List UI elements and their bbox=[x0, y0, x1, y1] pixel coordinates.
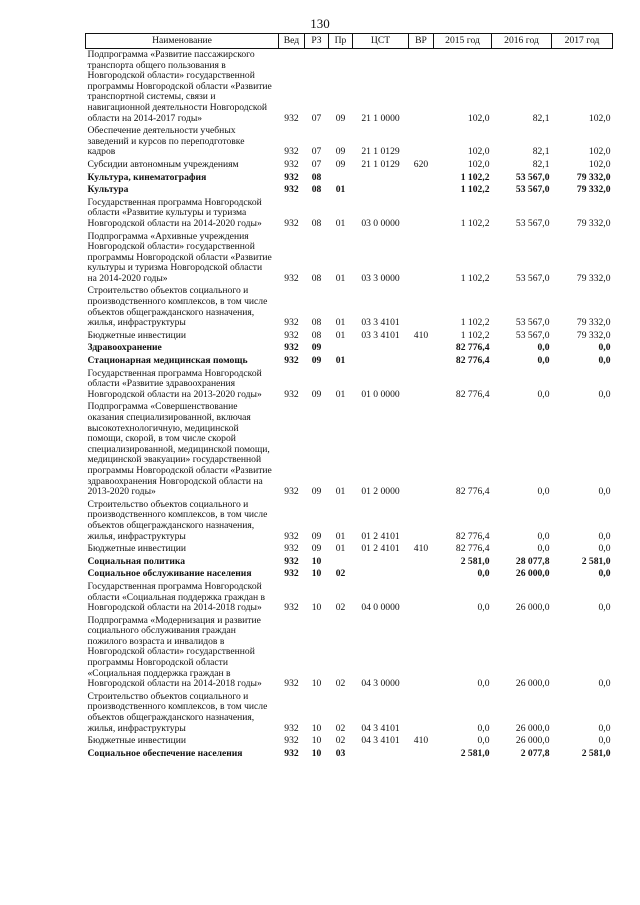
row-2015-cell: 1 102,2 bbox=[460, 184, 490, 196]
row-ved-cell: 932 bbox=[284, 217, 299, 229]
row-pr-cell: 09 bbox=[335, 158, 346, 170]
row-2017-cell: 0,0 bbox=[598, 568, 611, 580]
row-2015-cell: 1 102,2 bbox=[460, 272, 490, 284]
row-pr-cell: 01 bbox=[335, 543, 346, 555]
row-2016-cell: 26 000,0 bbox=[515, 678, 550, 690]
row-ved-cell: 932 bbox=[284, 317, 299, 329]
row-name-cell: Государственная программа Новгородской области «Развитие здравоохранения Новгородской области на 2013-2020 годы» bbox=[87, 367, 262, 400]
row-name-cell: Социальное обслуживание населения bbox=[87, 568, 252, 580]
row-rz-cell: 10 bbox=[311, 555, 322, 567]
row-cst-cell: 03 3 0000 bbox=[361, 272, 400, 284]
row-vr-cell bbox=[409, 172, 434, 185]
row-vr-cell bbox=[409, 49, 434, 126]
row-pr-cell: 02 bbox=[335, 568, 346, 580]
table-row bbox=[86, 543, 613, 556]
row-2015-cell: 2 581,0 bbox=[460, 747, 490, 759]
table-row bbox=[86, 197, 613, 231]
row-cst-cell: 03 0 0000 bbox=[361, 217, 400, 229]
row-2015-cell: 102,0 bbox=[467, 158, 490, 170]
row-name-cell: Строительство объектов социального и производственного комплексов, в том числе объектов общегражданского назначения, жилья, инфраструктуры bbox=[87, 498, 268, 542]
row-2016-cell: 0,0 bbox=[537, 342, 550, 354]
table-row bbox=[86, 355, 613, 368]
row-2017-cell: 79 332,0 bbox=[576, 317, 611, 329]
row-cst-cell: 03 3 4101 bbox=[361, 329, 400, 341]
row-pr-cell: 02 bbox=[335, 735, 346, 747]
row-pr-cell: 09 bbox=[335, 112, 346, 124]
row-2017-cell: 79 332,0 bbox=[576, 329, 611, 341]
row-2017-cell: 79 332,0 bbox=[576, 217, 611, 229]
row-pr-cell: 09 bbox=[335, 146, 346, 158]
row-rz-cell: 09 bbox=[311, 355, 322, 367]
table-row bbox=[86, 735, 613, 748]
row-name-cell: Государственная программа Новгородской области «Социальная поддержка граждан в Новгородской области на 2014-2018 годы» bbox=[87, 580, 266, 614]
column-header-cst: ЦСТ bbox=[353, 34, 409, 49]
row-name-cell: Государственная программа Новгородской области «Развитие культуры и туризма Новгородской области на 2014-2020 годы» bbox=[87, 196, 262, 229]
row-rz-cell: 09 bbox=[311, 342, 322, 354]
row-rz-cell: 10 bbox=[311, 722, 322, 734]
row-2015-cell: 82 776,4 bbox=[455, 543, 490, 555]
table-row bbox=[86, 342, 613, 355]
row-2016-cell: 26 000,0 bbox=[515, 602, 550, 614]
row-2016-cell: 82,1 bbox=[532, 146, 550, 158]
row-name-cell: Социальная политика bbox=[87, 555, 186, 567]
row-ved-cell: 932 bbox=[284, 329, 299, 341]
column-header-2016: 2016 год bbox=[492, 34, 552, 49]
row-pr-cell: 01 bbox=[335, 486, 346, 498]
row-vr-cell bbox=[409, 355, 434, 368]
row-rz-cell: 10 bbox=[311, 678, 322, 690]
row-pr-cell: 01 bbox=[335, 388, 346, 400]
row-2017-cell: 0,0 bbox=[598, 355, 611, 367]
row-name-cell: Социальное обеспечение населения bbox=[87, 747, 243, 759]
row-cst-cell bbox=[353, 355, 409, 368]
row-rz-cell: 08 bbox=[311, 317, 322, 329]
row-2015-cell: 82 776,4 bbox=[455, 355, 490, 367]
row-2017-cell: 0,0 bbox=[598, 342, 611, 354]
table-row bbox=[86, 691, 613, 735]
row-cst-cell bbox=[353, 172, 409, 185]
table-header-row bbox=[86, 34, 613, 49]
row-2017-cell: 102,0 bbox=[588, 112, 611, 124]
row-2016-cell: 0,0 bbox=[537, 388, 550, 400]
row-2017-cell: 0,0 bbox=[598, 678, 611, 690]
row-rz-cell: 08 bbox=[311, 329, 322, 341]
row-vr-cell bbox=[409, 615, 434, 691]
row-2017-cell: 2 581,0 bbox=[581, 555, 611, 567]
row-name-cell: Бюджетные инвестиции bbox=[87, 329, 186, 341]
row-2015-cell: 0,0 bbox=[477, 568, 490, 580]
row-ved-cell: 932 bbox=[284, 602, 299, 614]
row-2017-cell: 102,0 bbox=[588, 158, 611, 170]
row-vr-cell bbox=[409, 184, 434, 197]
row-cst-cell bbox=[353, 184, 409, 197]
row-pr-cell: 01 bbox=[335, 329, 346, 341]
row-ved-cell: 932 bbox=[284, 146, 299, 158]
table-row bbox=[86, 499, 613, 543]
row-name-cell: Культура bbox=[87, 184, 129, 196]
row-2016-cell: 53 567,0 bbox=[515, 184, 550, 196]
row-vr-cell bbox=[409, 401, 434, 498]
row-cst-cell: 01 2 4101 bbox=[361, 530, 400, 542]
row-ved-cell: 932 bbox=[284, 342, 299, 354]
row-ved-cell: 932 bbox=[284, 112, 299, 124]
row-pr-cell bbox=[329, 556, 353, 569]
row-name-cell: Культура, кинематография bbox=[87, 171, 207, 183]
column-header-2017: 2017 год bbox=[552, 34, 613, 49]
row-cst-cell: 04 0 0000 bbox=[361, 602, 400, 614]
row-rz-cell: 07 bbox=[311, 112, 322, 124]
row-ved-cell: 932 bbox=[284, 171, 299, 183]
table-row bbox=[86, 330, 613, 343]
row-cst-cell bbox=[353, 568, 409, 581]
row-pr-cell bbox=[329, 342, 353, 355]
row-2016-cell: 53 567,0 bbox=[515, 217, 550, 229]
row-cst-cell: 01 2 4101 bbox=[361, 543, 400, 555]
budget-table bbox=[85, 33, 613, 760]
row-vr-cell bbox=[409, 568, 434, 581]
row-cst-cell: 04 3 4101 bbox=[361, 722, 400, 734]
row-name-cell: Подпрограмма «Совершенствование оказания специализированной, включая высокотехнологичную, медицинской помощи, скорой, в том числе скорой специализированной, медицинской помощи, медицинской эвакуации» государственной программы Новгородской области «Развитие здравоохранения Новгородской области на 2013-2020 годы» bbox=[87, 401, 272, 498]
row-2015-cell: 0,0 bbox=[477, 735, 490, 747]
row-2015-cell: 102,0 bbox=[467, 146, 490, 158]
row-ved-cell: 932 bbox=[284, 272, 299, 284]
row-name-cell: Субсидии автономным учреждениям bbox=[87, 158, 239, 170]
column-header-pr: Пр bbox=[329, 34, 353, 49]
row-cst-cell: 03 3 4101 bbox=[361, 317, 400, 329]
table-row bbox=[86, 401, 613, 498]
table-row bbox=[86, 231, 613, 286]
table-row bbox=[86, 581, 613, 615]
row-ved-cell: 932 bbox=[284, 184, 299, 196]
row-name-cell: Строительство объектов социального и производственного комплексов, в том числе объектов общегражданского назначения, жилья, инфраструктуры bbox=[87, 285, 268, 329]
row-name-cell: Подпрограмма «Архивные учреждения Новгородской области» государственной программы Новгородской области «Развитие культуры и туризма Новгородской области на 2014-2020 годы» bbox=[87, 230, 272, 284]
row-vr-cell bbox=[409, 125, 434, 159]
table-row bbox=[86, 285, 613, 329]
row-2017-cell: 79 332,0 bbox=[576, 171, 611, 183]
row-2016-cell: 2 077,8 bbox=[520, 747, 550, 759]
row-2016-cell: 28 077,8 bbox=[515, 555, 550, 567]
row-ved-cell: 932 bbox=[284, 158, 299, 170]
table-row bbox=[86, 748, 613, 761]
row-name-cell: Строительство объектов социального и производственного комплексов, в том числе объектов общегражданского назначения, жилья, инфраструктуры bbox=[87, 690, 268, 734]
table-row bbox=[86, 184, 613, 197]
row-2017-cell: 0,0 bbox=[598, 486, 611, 498]
table-row bbox=[86, 556, 613, 569]
row-rz-cell: 09 bbox=[311, 486, 322, 498]
row-pr-cell: 02 bbox=[335, 602, 346, 614]
row-2017-cell: 2 581,0 bbox=[581, 747, 611, 759]
table-body bbox=[86, 49, 613, 761]
table-row bbox=[86, 125, 613, 159]
row-ved-cell: 932 bbox=[284, 388, 299, 400]
row-rz-cell: 08 bbox=[311, 171, 322, 183]
page-number: 130 bbox=[310, 16, 330, 31]
row-2016-cell: 0,0 bbox=[537, 543, 550, 555]
row-vr-cell: 410 bbox=[413, 735, 429, 747]
row-ved-cell: 932 bbox=[284, 568, 299, 580]
row-pr-cell: 01 bbox=[335, 530, 346, 542]
row-2016-cell: 26 000,0 bbox=[515, 735, 550, 747]
row-pr-cell: 01 bbox=[335, 217, 346, 229]
row-vr-cell bbox=[409, 231, 434, 286]
table-row bbox=[86, 172, 613, 185]
row-vr-cell bbox=[409, 556, 434, 569]
row-2016-cell: 0,0 bbox=[537, 486, 550, 498]
row-vr-cell bbox=[409, 499, 434, 543]
column-header-2015: 2015 год bbox=[434, 34, 492, 49]
column-header-vr: ВР bbox=[409, 34, 434, 49]
row-ved-cell: 932 bbox=[284, 735, 299, 747]
row-rz-cell: 09 bbox=[311, 530, 322, 542]
row-2016-cell: 82,1 bbox=[532, 158, 550, 170]
row-name-cell: Стационарная медицинская помощь bbox=[87, 355, 248, 367]
row-rz-cell: 10 bbox=[311, 602, 322, 614]
row-ved-cell: 932 bbox=[284, 543, 299, 555]
row-rz-cell: 10 bbox=[311, 735, 322, 747]
table-row bbox=[86, 159, 613, 172]
row-2017-cell: 79 332,0 bbox=[576, 272, 611, 284]
table-row bbox=[86, 568, 613, 581]
row-name-cell: Бюджетные инвестиции bbox=[87, 543, 186, 555]
row-cst-cell bbox=[353, 748, 409, 761]
row-pr-cell: 03 bbox=[335, 747, 346, 759]
row-cst-cell: 04 3 0000 bbox=[361, 678, 400, 690]
row-ved-cell: 932 bbox=[284, 486, 299, 498]
row-name-cell: Подпрограмма «Модернизация и развитие социального обслуживания граждан пожилого возраста и инвалидов в Новгородской области» государственной программы Новгородской области «Социальная поддержка граждан в Новгородской области на 2014-2018 годы» bbox=[87, 614, 262, 690]
row-rz-cell: 08 bbox=[311, 217, 322, 229]
row-name-cell: Обеспечение деятельности учебных заведений и курсов по переподготовке кадров bbox=[87, 125, 245, 158]
row-cst-cell bbox=[353, 556, 409, 569]
row-ved-cell: 932 bbox=[284, 678, 299, 690]
row-2015-cell: 82 776,4 bbox=[455, 342, 490, 354]
row-2015-cell: 82 776,4 bbox=[455, 530, 490, 542]
row-vr-cell bbox=[409, 748, 434, 761]
row-name-cell: Здравоохранение bbox=[87, 342, 162, 354]
row-vr-cell bbox=[409, 581, 434, 615]
row-2016-cell: 0,0 bbox=[537, 530, 550, 542]
row-ved-cell: 932 bbox=[284, 530, 299, 542]
row-2015-cell: 1 102,2 bbox=[460, 329, 490, 341]
row-rz-cell: 08 bbox=[311, 184, 322, 196]
row-2017-cell: 0,0 bbox=[598, 735, 611, 747]
column-header-ved: Вед bbox=[279, 34, 305, 49]
row-2016-cell: 53 567,0 bbox=[515, 171, 550, 183]
row-rz-cell: 10 bbox=[311, 747, 322, 759]
row-pr-cell: 02 bbox=[335, 722, 346, 734]
column-header-rz: РЗ bbox=[305, 34, 329, 49]
row-rz-cell: 09 bbox=[311, 543, 322, 555]
row-rz-cell: 10 bbox=[311, 568, 322, 580]
row-2016-cell: 53 567,0 bbox=[515, 329, 550, 341]
row-cst-cell bbox=[353, 342, 409, 355]
row-2017-cell: 102,0 bbox=[588, 146, 611, 158]
table-row bbox=[86, 615, 613, 691]
row-2017-cell: 0,0 bbox=[598, 722, 611, 734]
row-vr-cell: 620 bbox=[413, 158, 429, 170]
row-rz-cell: 07 bbox=[311, 146, 322, 158]
row-2017-cell: 0,0 bbox=[598, 530, 611, 542]
row-pr-cell: 01 bbox=[335, 355, 346, 367]
row-pr-cell: 01 bbox=[335, 272, 346, 284]
row-vr-cell: 410 bbox=[413, 329, 429, 341]
row-vr-cell: 410 bbox=[413, 543, 429, 555]
row-2017-cell: 0,0 bbox=[598, 388, 611, 400]
table-row bbox=[86, 368, 613, 402]
row-2016-cell: 82,1 bbox=[532, 112, 550, 124]
row-vr-cell bbox=[409, 285, 434, 329]
row-vr-cell bbox=[409, 691, 434, 735]
row-vr-cell bbox=[409, 197, 434, 231]
row-rz-cell: 07 bbox=[311, 158, 322, 170]
row-2015-cell: 1 102,2 bbox=[460, 217, 490, 229]
row-cst-cell: 04 3 4101 bbox=[361, 735, 400, 747]
row-2017-cell: 0,0 bbox=[598, 543, 611, 555]
row-rz-cell: 09 bbox=[311, 388, 322, 400]
row-2015-cell: 102,0 bbox=[467, 112, 490, 124]
row-2015-cell: 2 581,0 bbox=[460, 555, 490, 567]
row-2016-cell: 53 567,0 bbox=[515, 272, 550, 284]
row-2017-cell: 79 332,0 bbox=[576, 184, 611, 196]
row-ved-cell: 932 bbox=[284, 555, 299, 567]
row-pr-cell: 01 bbox=[335, 317, 346, 329]
column-header-name: Наименование bbox=[86, 34, 279, 49]
row-cst-cell: 01 2 0000 bbox=[361, 486, 400, 498]
row-cst-cell: 21 1 0129 bbox=[361, 146, 400, 158]
row-vr-cell bbox=[409, 342, 434, 355]
row-ved-cell: 932 bbox=[284, 747, 299, 759]
row-2015-cell: 82 776,4 bbox=[455, 388, 490, 400]
row-cst-cell: 01 0 0000 bbox=[361, 388, 400, 400]
row-rz-cell: 08 bbox=[311, 272, 322, 284]
row-2015-cell: 0,0 bbox=[477, 678, 490, 690]
row-2016-cell: 0,0 bbox=[537, 355, 550, 367]
row-2016-cell: 26 000,0 bbox=[515, 568, 550, 580]
row-pr-cell: 01 bbox=[335, 184, 346, 196]
row-name-cell: Бюджетные инвестиции bbox=[87, 735, 186, 747]
row-2015-cell: 0,0 bbox=[477, 602, 490, 614]
row-2016-cell: 53 567,0 bbox=[515, 317, 550, 329]
row-cst-cell: 21 1 0000 bbox=[361, 112, 400, 124]
row-name-cell: Подпрограмма «Развитие пассажирского транспорта общего пользования в Новгородской области» государственной программы Новгородской области «Развитие транспортной системы, связи и навигационной деятельности Новгородской области на 2014-2017 годы» bbox=[87, 49, 272, 124]
row-vr-cell bbox=[409, 368, 434, 402]
row-2015-cell: 82 776,4 bbox=[455, 486, 490, 498]
table-row bbox=[86, 49, 613, 126]
row-pr-cell bbox=[329, 172, 353, 185]
row-2015-cell: 1 102,2 bbox=[460, 317, 490, 329]
row-ved-cell: 932 bbox=[284, 355, 299, 367]
row-ved-cell: 932 bbox=[284, 722, 299, 734]
row-2017-cell: 0,0 bbox=[598, 602, 611, 614]
row-2016-cell: 26 000,0 bbox=[515, 722, 550, 734]
row-2015-cell: 0,0 bbox=[477, 722, 490, 734]
row-2015-cell: 1 102,2 bbox=[460, 171, 490, 183]
row-cst-cell: 21 1 0129 bbox=[361, 158, 400, 170]
row-pr-cell: 02 bbox=[335, 678, 346, 690]
